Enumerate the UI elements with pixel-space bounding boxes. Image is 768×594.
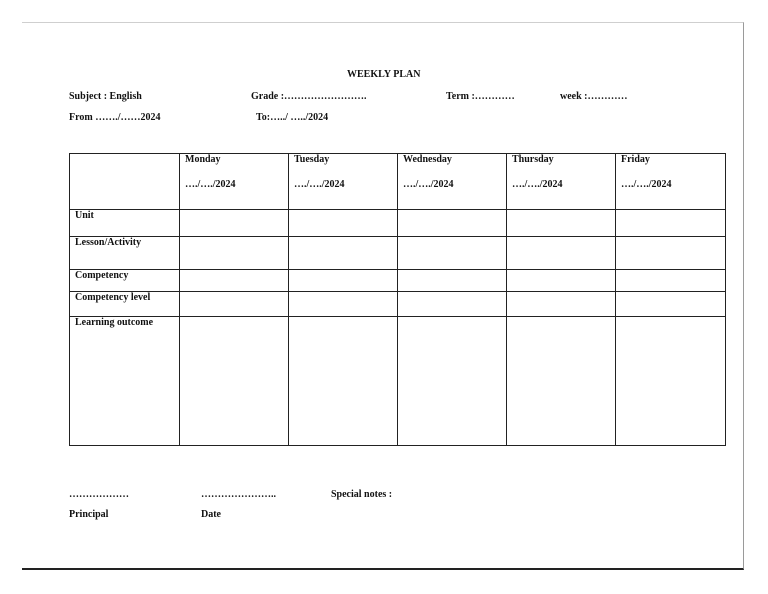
cell[interactable]	[180, 210, 289, 237]
table-row-competency-level	[70, 292, 726, 317]
cell[interactable]	[398, 210, 507, 237]
cell[interactable]	[616, 270, 726, 292]
term-field: Term :…………	[446, 91, 515, 102]
date-label: Date	[201, 509, 221, 520]
principal-signature-line: ………………	[69, 489, 129, 500]
cell[interactable]	[507, 237, 616, 270]
page-title: WEEKLY PLAN	[347, 69, 421, 80]
cell[interactable]	[398, 292, 507, 317]
row-label-lesson-activity: Lesson/Activity	[70, 237, 180, 270]
week-field: week :…………	[560, 91, 628, 102]
cell[interactable]	[289, 292, 398, 317]
cell[interactable]	[289, 210, 398, 237]
row-label-learning-outcome: Learning outcome	[70, 317, 180, 446]
day-date: …./…./2024	[621, 179, 672, 190]
from-date-field: From ……./……2024	[69, 112, 161, 123]
subject-field: Subject : English	[69, 91, 142, 102]
day-header-thursday	[507, 154, 616, 210]
day-name: Monday	[185, 154, 221, 165]
cell[interactable]	[398, 237, 507, 270]
cell[interactable]	[507, 210, 616, 237]
day-name: Tuesday	[294, 154, 330, 165]
cell[interactable]	[507, 270, 616, 292]
date-signature-line: …………………..	[201, 489, 276, 500]
corner-cell	[70, 154, 180, 210]
cell[interactable]	[289, 270, 398, 292]
cell[interactable]	[398, 317, 507, 446]
cell[interactable]	[180, 237, 289, 270]
row-label-competency-level: Competency level	[70, 292, 180, 317]
principal-label: Principal	[69, 509, 109, 520]
row-label-competency: Competency	[70, 270, 180, 292]
day-header-wednesday	[398, 154, 507, 210]
cell[interactable]	[289, 317, 398, 446]
cell[interactable]	[180, 292, 289, 317]
day-header-tuesday	[289, 154, 398, 210]
cell[interactable]	[180, 270, 289, 292]
day-name: Thursday	[512, 154, 554, 165]
cell[interactable]	[616, 292, 726, 317]
cell[interactable]	[180, 317, 289, 446]
table-header-row	[70, 154, 726, 210]
cell[interactable]	[507, 317, 616, 446]
day-name: Wednesday	[403, 154, 452, 165]
to-date-field: To:…../ …../2024	[256, 112, 329, 123]
day-date: …./…./2024	[512, 179, 563, 190]
table-row-unit	[70, 210, 726, 237]
cell[interactable]	[398, 270, 507, 292]
weekly-plan-table	[69, 153, 726, 446]
day-date: …./…./2024	[185, 179, 236, 190]
table-row-learning-outcome	[70, 317, 726, 446]
cell[interactable]	[616, 317, 726, 446]
day-date: …./…./2024	[403, 179, 454, 190]
cell[interactable]	[616, 210, 726, 237]
day-header-monday	[180, 154, 289, 210]
table-row-competency	[70, 270, 726, 292]
cell[interactable]	[616, 237, 726, 270]
row-label-unit: Unit	[70, 210, 180, 237]
grade-field: Grade :…………………….	[251, 91, 367, 102]
day-date: …./…./2024	[294, 179, 345, 190]
cell[interactable]	[289, 237, 398, 270]
day-name: Friday	[621, 154, 650, 165]
table-row-lesson-activity	[70, 237, 726, 270]
day-header-friday	[616, 154, 726, 210]
cell[interactable]	[507, 292, 616, 317]
special-notes-label: Special notes :	[331, 489, 393, 500]
